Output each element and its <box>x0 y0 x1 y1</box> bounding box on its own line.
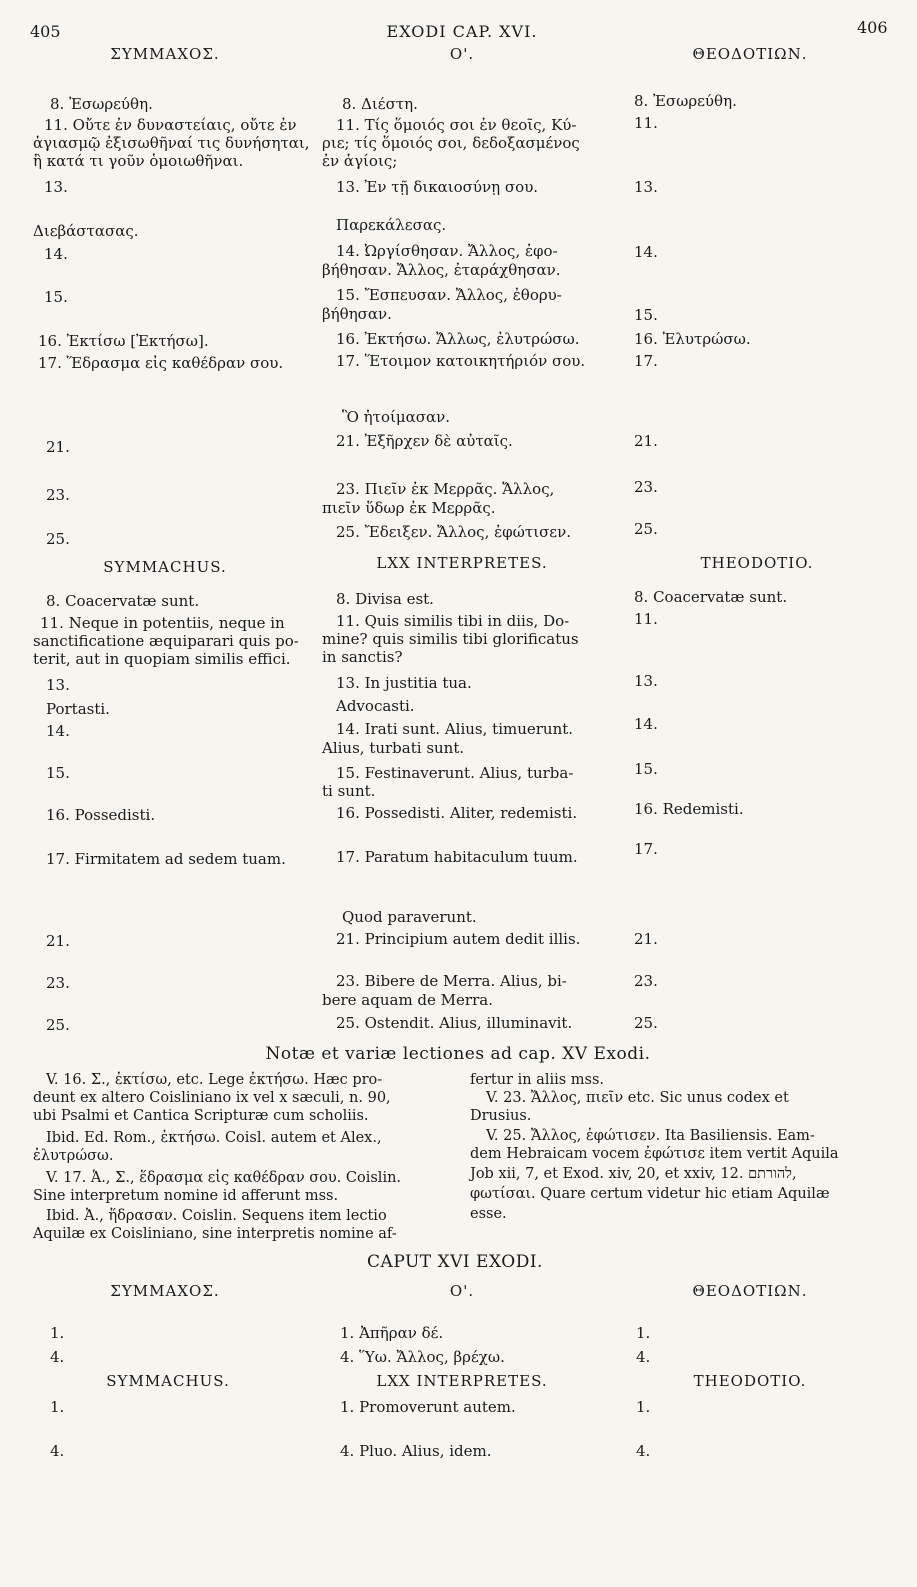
gk-sym-line: 17. Ἕδρασμα εἰς καθέδραν σου. <box>38 354 284 372</box>
header-lxx-latin: LXX INTERPRETES. <box>376 554 548 572</box>
lat-lxx-line: ti sunt. <box>322 782 376 800</box>
gk-lxx-line: ριε; τίς ὅμοιός σοι, δεδοξασμένος <box>322 134 580 152</box>
running-title: EXODI CAP. XVI. <box>386 22 538 41</box>
lat-theod-line: 11. <box>634 610 658 628</box>
note-left-line: ubi Psalmi et Cantica Scripturæ cum scholiis. <box>33 1108 369 1124</box>
note-right-line: Job xii, 7, et Exod. xiv, 20, et xxiv, 12. להורתם, <box>470 1166 797 1182</box>
gk-sym-line: 25. <box>46 530 70 548</box>
note-right-line: dem Hebraicam vocem ἐφώτισε item vertit Aquila <box>470 1146 839 1162</box>
gk-sym-line: ἁγιασμῷ ἐξισωθῆναί τις δυνήσηται, <box>33 134 310 152</box>
lat-lxx-line: 16. Possedisti. Aliter, redemisti. <box>336 804 578 822</box>
lat-theod-line: 16. Redemisti. <box>634 800 744 818</box>
lat-lxx-line: in sanctis? <box>322 648 403 666</box>
header-theodotion-greek: ΘΕΟΔΟΤΙΩΝ. <box>692 45 808 63</box>
caput-header-theodotion-latin: THEODOTIO. <box>693 1372 807 1390</box>
note-left-line: V. 17. Ἀ., Σ., ἕδρασμα εἰς καθέδραν σου. Coislin. <box>46 1170 402 1186</box>
lat-theod-line: 15. <box>634 760 658 778</box>
lat-lxx-line: 13. In justitia tua. <box>336 674 472 692</box>
gk-theod-line: 23. <box>634 478 658 496</box>
gk-theod-line: 21. <box>634 432 658 450</box>
lat-theod-line: 25. <box>634 1014 658 1032</box>
lat-lxx-line: 21. Principium autem dedit illis. <box>336 930 581 948</box>
notes-title: Notæ et variæ lectiones ad cap. XV Exodi. <box>265 1044 651 1064</box>
header-symmachus-greek: ΣΥΜΜΑΧΟΣ. <box>110 45 220 63</box>
gk-lxx-line: ἐν ἁγίοις; <box>322 152 398 170</box>
gk-lxx-line: 23. Πιεῖν ἐκ Μερρᾶς. Ἄλλος, <box>336 480 555 498</box>
lat-lxx-line: 15. Festinaverunt. Alius, turba- <box>336 764 574 782</box>
note-left-line: deunt ex altero Coisliniano ix vel x sæculi, n. 90, <box>33 1090 391 1106</box>
note-left-line: ἐλυτρώσω. <box>33 1148 114 1164</box>
lat-theod-line: 23. <box>634 972 658 990</box>
lat-sym-line: terit, aut in quopiam similis effici. <box>33 650 291 668</box>
caput-header-lxx-greek: O'. <box>449 1282 475 1300</box>
gk-sym-line: 14. <box>44 245 68 263</box>
gk-sym-line: 21. <box>46 438 70 456</box>
lat-sym-line: 15. <box>46 764 70 782</box>
gk-lxx-line: 17. Ἕτοιμον κατοικητήριόν σου. <box>336 352 586 370</box>
caput-header-lxx-latin: LXX INTERPRETES. <box>376 1372 548 1390</box>
gk-sym-line: 16. Ἐκτίσω [Ἐκτήσω]. <box>38 332 209 350</box>
lat-theod-line: 8. Coacervatæ sunt. <box>634 588 788 606</box>
note-right-line: V. 25. Ἄλλος, ἐφώτισεν. Ita Basiliensis. Eam- <box>486 1128 815 1144</box>
caput-header-symmachus-greek: ΣΥΜΜΑΧΟΣ. <box>110 1282 220 1300</box>
lat-sym-line: 23. <box>46 974 70 992</box>
lat-sym-line: 16. Possedisti. <box>46 806 156 824</box>
lat-lxx-line: mine? quis similis tibi glorificatus <box>322 630 579 648</box>
gk-theod-line: 16. Ἐλυτρώσω. <box>634 330 751 348</box>
lat-sym-line: 17. Firmitatem ad sedem tuam. <box>46 850 286 868</box>
lat-sym-line: 25. <box>46 1016 70 1034</box>
note-right-line: Drusius. <box>470 1108 532 1124</box>
gk-lxx-line: πιεῖν ὕδωρ ἐκ Μερρᾶς. <box>322 499 496 517</box>
caput-lat-sym-line: 1. <box>50 1398 65 1416</box>
caput-gk-lxx-line: 4. Ὕω. Ἄλλος, βρέχω. <box>340 1348 505 1366</box>
gk-sym-line: ἢ κατά τι γοῦν ὁμοιωθῆναι. <box>33 152 244 170</box>
note-left-line: V. 16. Σ., ἐκτίσω, etc. Lege ἐκτήσω. Hæc pro- <box>46 1072 383 1088</box>
caput-gk-sym-line: 1. <box>50 1324 65 1342</box>
page-number-right: 406 <box>857 18 888 37</box>
lat-sym-line: 21. <box>46 932 70 950</box>
lat-theod-line: 17. <box>634 840 658 858</box>
gk-lxx-line: 11. Τίς ὅμοιός σοι ἐν θεοῖς, Κύ- <box>336 116 577 134</box>
gk-sym-line: 23. <box>46 486 70 504</box>
gk-lxx-line: βήθησαν. <box>322 305 392 323</box>
caput-gk-theod-line: 1. <box>636 1324 651 1342</box>
gk-theod-line: 25. <box>634 520 658 538</box>
lat-theod-line: 21. <box>634 930 658 948</box>
lat-theod-line: 14. <box>634 715 658 733</box>
gk-lxx-line: 25. Ἔδειξεν. Ἄλλος, ἐφώτισεν. <box>336 523 571 541</box>
gk-theod-line: 15. <box>634 306 658 324</box>
gk-theod-line: 11. <box>634 114 658 132</box>
caput-gk-sym-line: 4. <box>50 1348 65 1366</box>
gk-lxx-line: 15. Ἔσπευσαν. Ἄλλος, ἐθορυ- <box>336 286 562 304</box>
note-right-line: φωτίσαι. Quare certum videtur hic etiam Aquilæ <box>470 1186 830 1202</box>
note-left-line: Ibid. Ed. Rom., ἐκτήσω. Coisl. autem et Alex., <box>46 1130 382 1146</box>
lat-lxx-line: 23. Bibere de Merra. Alius, bi- <box>336 972 567 990</box>
gk-lxx-line: 14. Ὠργίσθησαν. Ἄλλος, ἐφο- <box>336 242 558 260</box>
lat-lxx-line: 8. Divisa est. <box>336 590 434 608</box>
gk-lxx-line: 16. Ἐκτήσω. Ἄλλως, ἐλυτρώσω. <box>336 330 580 348</box>
gk-lxx-line: 8. Διέστη. <box>342 95 418 113</box>
caput-gk-lxx-line: 1. Ἀπῆραν δέ. <box>340 1324 444 1342</box>
note-left-line: Sine interpretum nomine id afferunt mss. <box>33 1188 339 1204</box>
caput-title: CAPUT XVI EXODI. <box>367 1252 543 1272</box>
gk-lxx-line: Ὃ ἡτοίμασαν. <box>342 408 451 426</box>
header-theodotion-latin: THEODOTIO. <box>700 554 814 572</box>
lat-theod-line: 13. <box>634 672 658 690</box>
lat-sym-line: Portasti. <box>46 700 110 718</box>
note-right-line: V. 23. Ἄλλος, πιεῖν etc. Sic unus codex et <box>486 1090 789 1106</box>
header-lxx-greek: O'. <box>449 45 475 63</box>
caput-header-symmachus-latin: SYMMACHUS. <box>106 1372 230 1390</box>
caput-lat-sym-line: 4. <box>50 1442 65 1460</box>
lat-sym-line: 13. <box>46 676 70 694</box>
gk-sym-line: 13. <box>44 178 68 196</box>
note-left-line: Aquilæ ex Coisliniano, sine interpretis nomine af- <box>33 1226 397 1242</box>
gk-theod-line: 17. <box>634 352 658 370</box>
gk-lxx-line: 13. Ἐν τῇ δικαιοσύνῃ σου. <box>336 178 539 196</box>
lat-sym-line: 14. <box>46 722 70 740</box>
gk-lxx-line: 21. Ἐξῆρχεν δὲ αὐταῖς. <box>336 432 513 450</box>
page-number-left: 405 <box>30 22 61 41</box>
gk-theod-line: 14. <box>634 243 658 261</box>
gk-sym-line: 15. <box>44 288 68 306</box>
lat-lxx-line: Alius, turbati sunt. <box>322 739 465 757</box>
header-symmachus-latin: SYMMACHUS. <box>103 558 227 576</box>
lat-lxx-line: 25. Ostendit. Alius, illuminavit. <box>336 1014 573 1032</box>
lat-lxx-line: Quod paraverunt. <box>342 908 477 926</box>
gk-theod-line: 13. <box>634 178 658 196</box>
caput-header-theodotion-greek: ΘΕΟΔΟΤΙΩΝ. <box>692 1282 808 1300</box>
gk-sym-line: 8. Ἐσωρεύθη. <box>50 95 153 113</box>
lat-lxx-line: 14. Irati sunt. Alius, timuerunt. <box>336 720 574 738</box>
lat-sym-line: 11. Neque in potentiis, neque in <box>40 614 285 632</box>
lat-lxx-line: Advocasti. <box>336 697 415 715</box>
note-left-line: Ibid. Ἀ., ἥδρασαν. Coislin. Sequens item lectio <box>46 1208 387 1224</box>
gk-theod-line: 8. Ἐσωρεύθη. <box>634 92 737 110</box>
caput-gk-theod-line: 4. <box>636 1348 651 1366</box>
caput-lat-theod-line: 1. <box>636 1398 651 1416</box>
caput-lat-lxx-line: 1. Promoverunt autem. <box>340 1398 516 1416</box>
gk-sym-line: Διεβάστασας. <box>33 222 139 240</box>
gk-sym-line: 11. Οὔτε ἐν δυναστείαις, οὔτε ἐν <box>44 116 297 134</box>
lat-lxx-line: 11. Quis similis tibi in diis, Do- <box>336 612 570 630</box>
caput-lat-lxx-line: 4. Pluo. Alius, idem. <box>340 1442 492 1460</box>
note-right-line: fertur in aliis mss. <box>470 1072 605 1088</box>
lat-sym-line: sanctificatione æquiparari quis po- <box>33 632 299 650</box>
caput-lat-theod-line: 4. <box>636 1442 651 1460</box>
lat-sym-line: 8. Coacervatæ sunt. <box>46 592 200 610</box>
note-right-line: esse. <box>470 1206 507 1222</box>
lat-lxx-line: bere aquam de Merra. <box>322 991 493 1009</box>
gk-lxx-line: βήθησαν. Ἄλλος, ἐταράχθησαν. <box>322 261 561 279</box>
gk-lxx-line: Παρεκάλεσας. <box>336 216 447 234</box>
lat-lxx-line: 17. Paratum habitaculum tuum. <box>336 848 578 866</box>
